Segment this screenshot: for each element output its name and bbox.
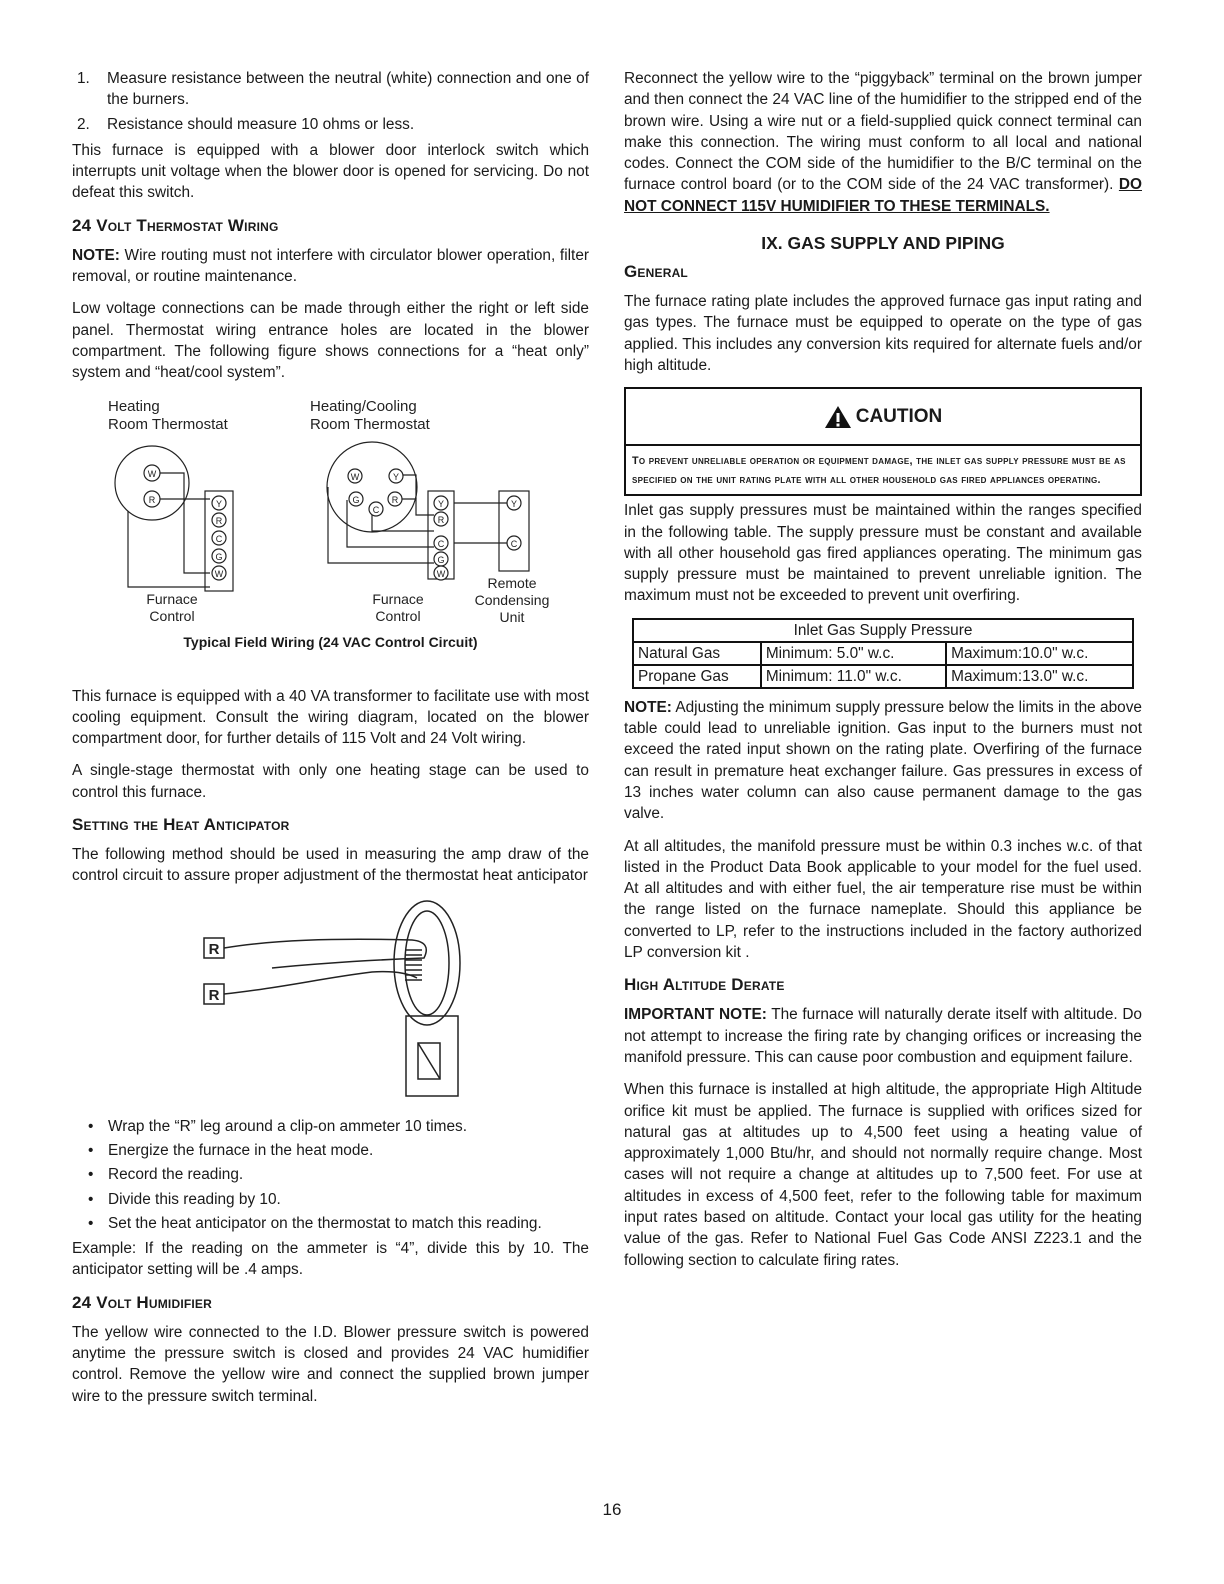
thermostat-wiring-heading: 24 Volt Thermostat Wiring	[72, 215, 279, 235]
bullet: •	[88, 1214, 94, 1232]
furnace-label: Furnace	[146, 590, 198, 607]
table-cell: Maximum:10.0" w.c.	[946, 642, 1133, 665]
list-item	[72, 68, 589, 111]
note-text: Adjusting the minimum supply pressure below the limits in the above table could lead to unreliable ignition. Gas input to the burners must not exceed the rated input shown on the rating plate. Overfiring of the furnace can result in premature heat exchanger failure. Gas pressures in excess of 13 inches water column can also cause permanent damage to the gas valve.	[624, 698, 1142, 823]
list-item	[72, 114, 589, 135]
terminal-c: C	[372, 504, 380, 515]
table-header-row	[633, 619, 1133, 642]
terminal-w: W	[147, 468, 157, 479]
terminal-w: W	[214, 568, 224, 579]
control-label: Control	[375, 607, 421, 624]
page-number: 16	[602, 1500, 622, 1519]
manifold-pressure-paragraph: At all altitudes, the manifold pressure must be within 0.3 inches w.c. of that listed in the Product Data Book applicable to your model for the fuel used. At all altitudes and with either fuel, the air temperature rise must be within the range listed on the furnace nameplate. Should this appliance be converted to LP, refer to the instructions included in the factory authorized LP conversion kit .	[624, 837, 1142, 962]
caution-box	[624, 387, 1142, 496]
important-label: IMPORTANT NOTE:	[624, 1006, 767, 1024]
high-altitude-paragraph: When this furnace is installed at high altitude, the appropriate High Altitude orifice kit must be applied. The furnace is supplied with orifices sized for natural gas at altitudes up to 4,500 feet using a heating value of approximately 1,000 Btu/hr, and should not normally require change. Most cases will not require a change at altitudes up to 7,500 feet. For use at altitudes in excess of 4,500 feet, refer to the following table for maximum input rates based on altitude. Contact your local gas utility for the heating value of the gas. Refer to National Fuel Gas Code ANSI Z223.1 and the following section to calculate firing rates.	[624, 1081, 1142, 1269]
list-text: Energize the furnace in the heat mode.	[108, 1141, 374, 1159]
heat-anticipator-heading: Setting the Heat Anticipator	[72, 815, 290, 835]
unit-label: Unit	[499, 608, 525, 625]
right-column	[624, 68, 1142, 1282]
anticipator-steps	[72, 1116, 589, 1234]
table-cell: Maximum:13.0" w.c.	[946, 665, 1133, 688]
general-heading: General	[624, 262, 688, 282]
do-not-connect-warning: DO NOT CONNECT 115V HUMIDIFIER TO THESE TERMINALS.	[624, 176, 1142, 215]
terminal-r: R	[215, 515, 223, 526]
warning-triangle-icon	[824, 405, 852, 429]
ammeter-diagram	[72, 898, 589, 1098]
reconnect-paragraph	[624, 68, 1142, 217]
wire-routing-note	[72, 245, 589, 288]
r-terminal-label: R	[208, 940, 220, 958]
bullet: •	[88, 1190, 94, 1208]
heating-cooling-thermostat-label: Room Thermostat	[310, 415, 430, 433]
high-altitude-heading: High Altitude Derate	[624, 975, 785, 995]
list-text: Record the reading.	[108, 1166, 244, 1184]
list-number: 2.	[77, 115, 90, 133]
table-cell: Propane Gas	[633, 665, 761, 688]
list-item	[72, 1140, 589, 1161]
pressure-note	[624, 697, 1142, 825]
list-item	[72, 1116, 589, 1137]
heating-label: Heating	[108, 397, 160, 415]
list-text: Measure resistance between the neutral (white) connection and one of the burners.	[107, 70, 589, 109]
important-note	[624, 1004, 1142, 1068]
list-text: Set the heat anticipator on the thermostat to match this reading.	[108, 1214, 542, 1232]
left-column	[72, 68, 589, 1418]
terminal-y: Y	[510, 498, 518, 509]
list-text: Divide this reading by 10.	[108, 1190, 281, 1208]
terminal-c: C	[215, 533, 223, 544]
bullet: •	[88, 1141, 94, 1159]
heating-cooling-label: Heating/Cooling	[310, 397, 417, 415]
terminal-w: W	[436, 568, 446, 579]
terminal-c: C	[510, 538, 518, 549]
transformer-paragraph: This furnace is equipped with a 40 VA transformer to facilitate use with most cooling equipment. Consult the wiring diagram, located on the blower compartment door, for further details of 115 Volt and 24 Volt wiring.	[72, 687, 589, 748]
table-row	[633, 642, 1133, 665]
list-item	[72, 1164, 589, 1185]
caution-header	[626, 389, 1140, 446]
table-cell: Minimum: 11.0" w.c.	[761, 665, 946, 688]
single-stage-paragraph: A single-stage thermostat with only one heating stage can be used to control this furnace.	[72, 762, 589, 801]
terminal-c: C	[437, 538, 445, 549]
inlet-pressure-paragraph: Inlet gas supply pressures must be maintained within the ranges specified in the following table. The supply pressure must be constant and available with all other household gas fired appliances operating. The minimum gas supply pressure must be maintained to prevent unreliable ignition. The maximum must not be exceeded to prevent unit overfiring.	[624, 502, 1142, 605]
diagram-caption: Typical Field Wiring (24 VAC Control Circuit)	[183, 633, 478, 650]
terminal-r: R	[148, 494, 156, 505]
example-paragraph: Example: If the reading on the ammeter is “4”, divide this by 10. The anticipator setting will be .4 amps.	[72, 1240, 589, 1279]
humidifier-heading: 24 Volt Humidifier	[72, 1292, 213, 1312]
terminal-g: G	[215, 551, 223, 562]
anticipator-paragraph: The following method should be used in measuring the amp draw of the control circuit to assure proper adjustment of the thermostat heat anticipator	[72, 846, 589, 885]
bullet: •	[88, 1117, 94, 1135]
list-number: 1.	[77, 70, 90, 87]
remote-label: Remote	[487, 574, 537, 591]
table-row	[633, 665, 1133, 688]
note-label: NOTE:	[624, 698, 672, 716]
humidifier-paragraph: The yellow wire connected to the I.D. Blower pressure switch is powered anytime the pressure switch is closed and provides 24 VAC humidifier control. Remove the yellow wire and connect the supplied brown jumper wire to the pressure switch terminal.	[72, 1323, 589, 1405]
note-label: NOTE:	[72, 246, 120, 264]
heating-thermostat-label: Room Thermostat	[108, 415, 228, 433]
table-cell: Natural Gas	[633, 642, 761, 665]
list-item	[72, 1189, 589, 1210]
bullet: •	[88, 1166, 94, 1184]
reconnect-text: Reconnect the yellow wire to the “piggyback” terminal on the brown jumper and then connect the 24 VAC line of the humidifier to the stripped end of the brown wire. Using a wire nut or a field-supplied quick connect terminal can make this connection. The wiring must conform to all local and national codes. Connect the COM side of the humidifier to the B/C terminal on the furnace control board (or to the COM side of the 24 VAC transformer).	[624, 70, 1142, 194]
table-title: Inlet Gas Supply Pressure	[633, 619, 1133, 642]
control-label: Control	[149, 607, 195, 624]
note-text: Wire routing must not interfere with circulator blower operation, filter removal, or routine maintenance.	[72, 246, 589, 286]
important-text: The furnace will naturally derate itself with altitude. Do not attempt to increase the firing rate by changing orifices or increasing the manifold pressure. This can cause poor combustion and equipment failure.	[624, 1006, 1142, 1066]
caution-text: To prevent unreliable operation or equipment damage, the inlet gas supply pressure must be as specified on the unit rating plate with all other household gas fired appliances operating.	[632, 455, 1126, 487]
furnace-label: Furnace	[372, 590, 424, 607]
inlet-gas-pressure-table	[632, 618, 1134, 689]
terminal-r: R	[437, 514, 445, 525]
terminal-g: G	[437, 554, 445, 565]
section-title: IX. GAS SUPPLY AND PIPING	[761, 233, 1005, 254]
terminal-y: Y	[437, 498, 445, 509]
interlock-paragraph: This furnace is equipped with a blower door interlock switch which interrupts unit voltage when the blower door is opened for servicing. Do not defeat this switch.	[72, 141, 589, 202]
thermostat-wiring-diagram	[72, 395, 589, 630]
condensing-label: Condensing	[474, 591, 550, 608]
list-item	[72, 1213, 589, 1234]
caution-title: CAUTION	[855, 405, 943, 427]
terminal-y: Y	[215, 498, 223, 509]
table-cell: Minimum: 5.0" w.c.	[761, 642, 946, 665]
terminal-w: W	[350, 471, 360, 482]
heating-cooling-thermostat	[327, 442, 529, 579]
general-paragraph: The furnace rating plate includes the approved furnace gas input rating and gas types. The furnace must be equipped to operate on the type of gas applied. This includes any conversion kits required for alternate fuels and/or high altitude.	[624, 293, 1142, 374]
r-terminal-label: R	[208, 986, 220, 1004]
terminal-y: Y	[392, 471, 400, 482]
terminal-g: G	[352, 494, 360, 505]
list-text: Wrap the “R” leg around a clip-on ammeter 10 times.	[108, 1117, 467, 1135]
terminal-r: R	[391, 494, 399, 505]
low-voltage-paragraph: Low voltage connections can be made through either the right or left side panel. Thermostat wiring entrance holes are located in the blower compartment. The following figure shows connections for a “heat only” system and “heat/cool system”.	[72, 300, 589, 382]
list-text: Resistance should measure 10 ohms or less.	[107, 115, 415, 133]
